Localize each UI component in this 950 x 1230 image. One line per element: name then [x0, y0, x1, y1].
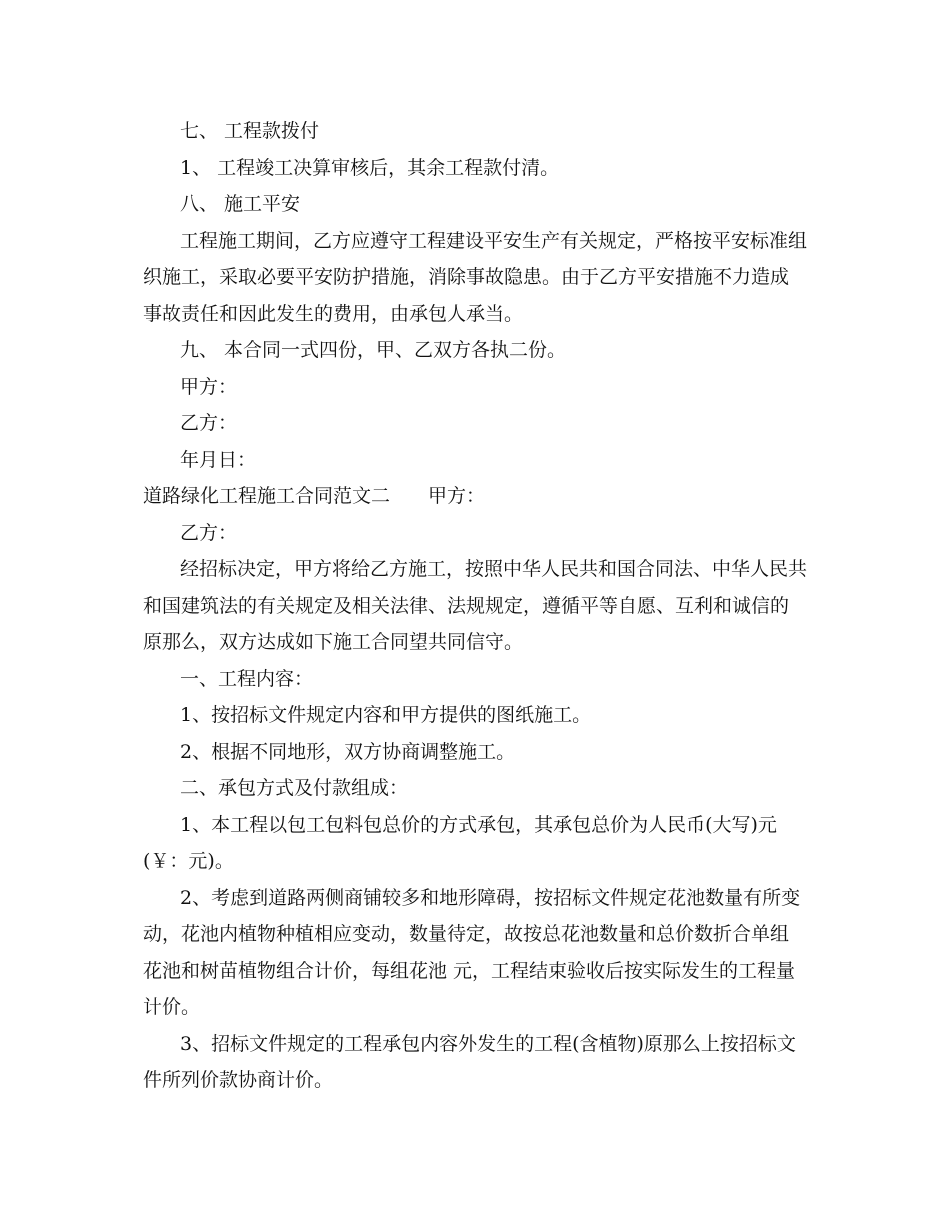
- party-b-signature-1: 乙方：: [180, 412, 238, 434]
- section-2-item-1: 1、本工程以包工包料包总价的方式承包，其承包总价为人民币(大写)元(￥：元)。: [143, 813, 777, 872]
- party-b-signature-2: 乙方：: [180, 521, 238, 544]
- contract-2-party-a: 甲方：: [428, 485, 486, 507]
- document-body: [143, 113, 807, 1099]
- section-2-heading: 二、承包方式及付款组成：: [180, 777, 409, 799]
- section-1-heading: 一、工程内容：: [180, 667, 314, 690]
- section-9: 九、 本合同一式四份，甲、乙双方各执二份。: [180, 339, 567, 361]
- section-8-body: 工程施工期间，乙方应遵守工程建设平安生产有关规定，严格按平安标准组织施工，采取必要平安防护措施，消除事故隐患。由于乙方平安措施不力造成事故责任和因此发生的费用，由承包人承当。: [143, 229, 808, 325]
- section-1-item-2: 2、根据不同地形，双方协商调整施工。: [180, 740, 516, 763]
- section-2-item-3: 3、招标文件规定的工程承包内容外发生的工程(含植物)原那么上按招标文件所列价款协商计价。: [143, 1032, 796, 1091]
- section-2-item-2: 2、考虑到道路两侧商铺较多和地形障碍，按招标文件规定花池数量有所变动，花池内植物种植相应变动，数量待定，故按总花池数量和总价数折合单组花池和树苗植物组合计价，每组花池 元，工程结束验收后按实际发生的工程量计价。: [143, 886, 801, 1018]
- date-line: 年月日：: [180, 448, 257, 471]
- party-a-signature-1: 甲方：: [180, 375, 238, 398]
- section-1-item-1: 1、按招标文件规定内容和甲方提供的图纸施工。: [180, 704, 592, 726]
- contract-2-title: 道路绿化工程施工合同范文二: [143, 485, 391, 507]
- section-7-item-1: 1、 工程竣工决算审核后，其余工程款付清。: [180, 156, 560, 179]
- section-7-heading: 七、 工程款拨付: [180, 120, 320, 142]
- section-8-heading: 八、 施工平安: [180, 193, 301, 215]
- contract-2-title-line: [143, 478, 807, 515]
- preamble: 经招标决定，甲方将给乙方施工，按照中华人民共和国合同法、中华人民共和国建筑法的有关规定及相关法律、法规规定，遵循平等自愿、互利和诚信的原那么，双方达成如下施工合同望共同信守。: [143, 558, 808, 653]
